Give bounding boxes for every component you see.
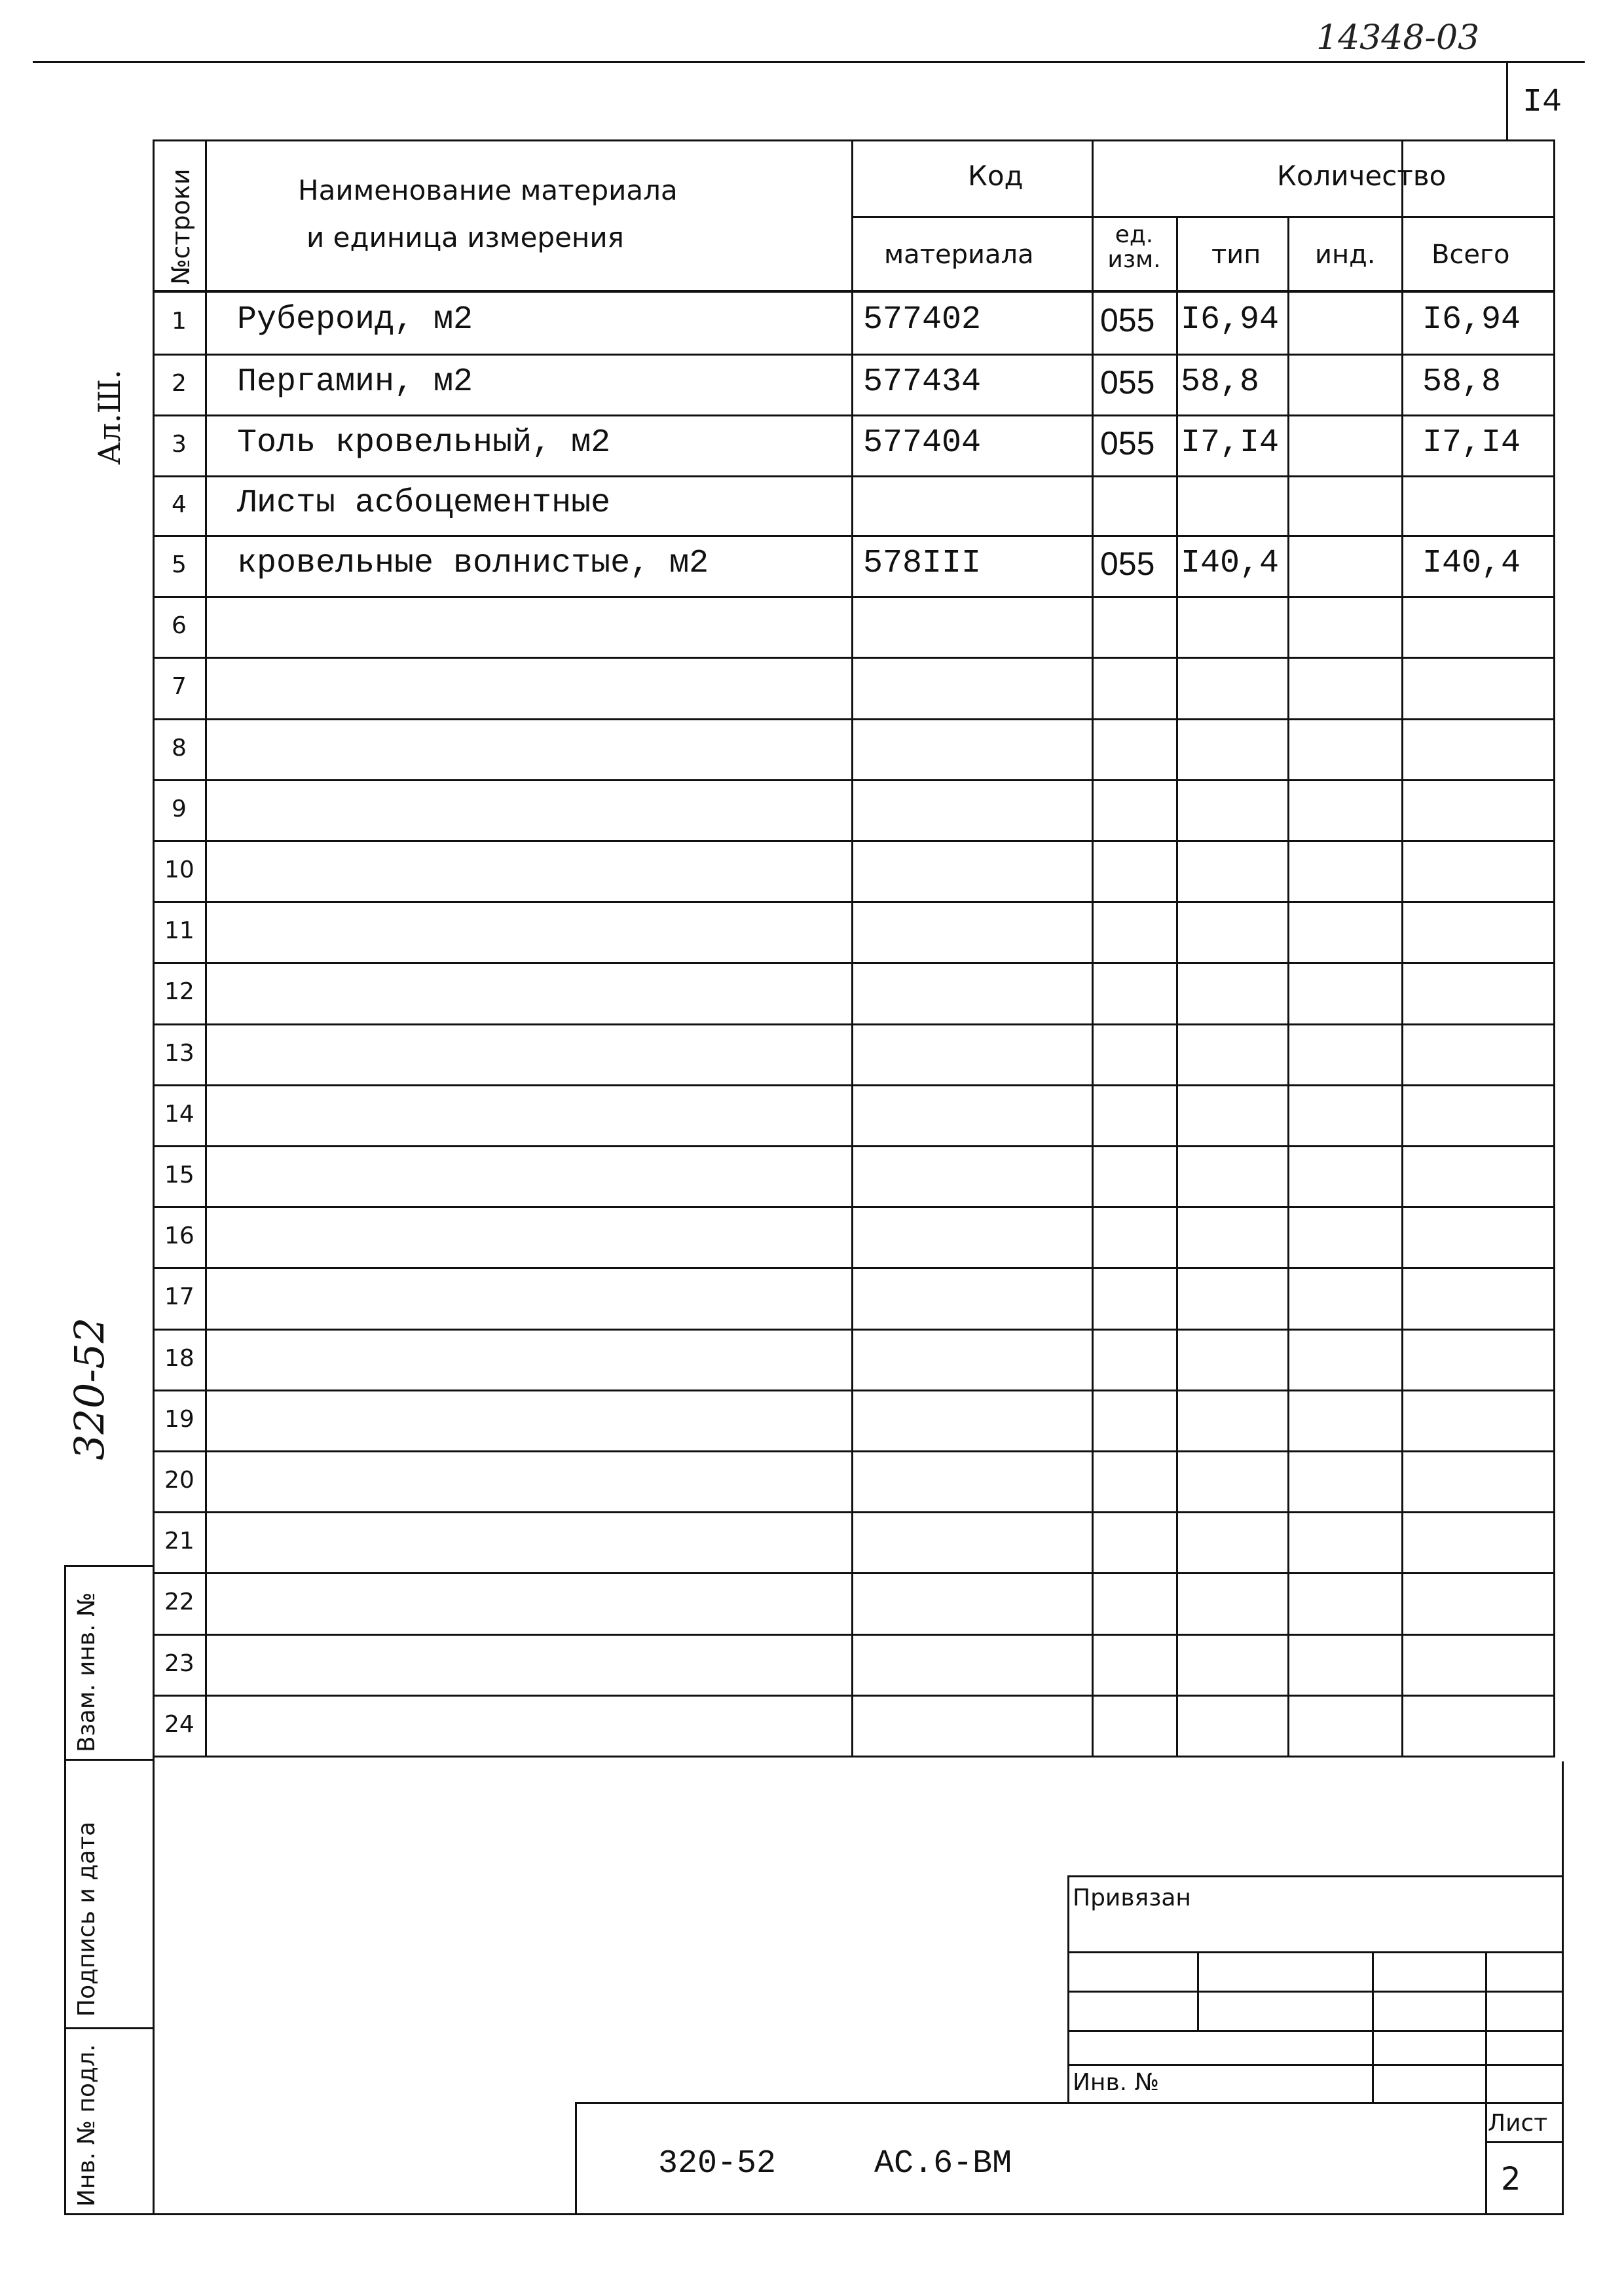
tb-designation-left <box>575 2102 577 2215</box>
row-rule-12 <box>153 1023 1555 1025</box>
row-rule-18 <box>153 1389 1555 1391</box>
row-rule-1 <box>153 354 1555 356</box>
stamp-replaced-inv: Взам. инв. № <box>73 1592 100 1752</box>
row-unit: 055 <box>1100 424 1155 462</box>
row-type: 58,8 <box>1181 363 1260 401</box>
tb-col-1 <box>1197 1951 1199 2030</box>
row-rule-14 <box>153 1145 1555 1147</box>
header-row-number: №строки <box>166 168 195 285</box>
row-number: 4 <box>172 490 187 518</box>
header-qty-type: тип <box>1211 240 1261 270</box>
row-type: I40,4 <box>1181 544 1280 582</box>
page-number: I4 <box>1522 84 1562 121</box>
header-qty-group: Количество <box>1277 160 1447 192</box>
row-number: 21 <box>164 1527 194 1555</box>
tb-row-3 <box>1067 2030 1564 2032</box>
row-rule-0 <box>153 290 1555 293</box>
row-number: 15 <box>164 1161 194 1188</box>
stamp-sign-date: Подпись и дата <box>73 1821 100 2017</box>
header-qty-total: Всего <box>1431 240 1510 270</box>
tb-designation: 320-52 АС.6-ВМ <box>658 2145 1012 2182</box>
archive-number: 14348-03 <box>1316 18 1480 58</box>
row-unit: 055 <box>1100 301 1155 339</box>
row-rule-11 <box>153 962 1555 964</box>
row-number: 9 <box>172 795 187 822</box>
row-number: 1 <box>172 307 187 335</box>
row-total: I40,4 <box>1422 544 1521 582</box>
row-number: 24 <box>164 1710 194 1738</box>
tb-col-3 <box>1485 1951 1487 2103</box>
row-number: 8 <box>172 734 187 762</box>
row-number: 17 <box>164 1283 194 1310</box>
row-unit: 055 <box>1100 545 1155 582</box>
row-total: I6,94 <box>1422 301 1521 339</box>
tb-row-2 <box>1067 1991 1564 1993</box>
tb-row-4 <box>1067 2064 1564 2066</box>
row-name: Пергамин, м2 <box>237 363 473 401</box>
row-rule-23 <box>153 1695 1555 1697</box>
row-rule-22 <box>153 1634 1555 1636</box>
tb-sheet-number: 2 <box>1501 2161 1521 2198</box>
tb-sheet-mid <box>1485 2141 1564 2143</box>
row-rule-9 <box>153 840 1555 842</box>
row-code: 577404 <box>863 424 982 462</box>
tb-designation-top <box>575 2102 1564 2104</box>
tb-sheet-left <box>1485 2102 1487 2215</box>
header-code-unit: ед. изм. <box>1107 221 1161 273</box>
row-rule-20 <box>153 1511 1555 1513</box>
row-rule-5 <box>153 596 1555 598</box>
row-rule-10 <box>153 901 1555 903</box>
header-sub-rule-code <box>851 216 1176 218</box>
row-type: I7,I4 <box>1181 424 1280 462</box>
top-rule <box>33 61 1585 63</box>
stamp-div-2 <box>64 2027 155 2029</box>
row-number: 20 <box>164 1466 194 1494</box>
row-rule-3 <box>153 475 1555 477</box>
stamp-inner-left <box>153 1565 155 2215</box>
page-box-left <box>1506 61 1508 141</box>
row-number: 19 <box>164 1405 194 1433</box>
row-number: 16 <box>164 1222 194 1249</box>
header-name-line2: и единица измерения <box>306 221 624 253</box>
stamp-outer-left <box>64 1565 66 2215</box>
row-number: 22 <box>164 1589 194 1615</box>
side-code: 320-52 <box>65 1317 113 1460</box>
tb-col-2 <box>1372 1951 1374 2103</box>
row-rule-6 <box>153 657 1555 659</box>
header-code-group: Код <box>968 160 1024 192</box>
frame-right-lower <box>1562 1761 1564 2215</box>
row-rule-13 <box>153 1084 1555 1086</box>
row-number: 18 <box>164 1344 194 1372</box>
row-number: 13 <box>164 1039 194 1067</box>
row-rule-19 <box>153 1450 1555 1452</box>
row-rule-21 <box>153 1572 1555 1574</box>
row-number: 14 <box>164 1100 194 1128</box>
row-number: 5 <box>172 551 187 578</box>
header-code-material: материала <box>884 240 1034 270</box>
side-label: Ал.Ш. <box>92 369 127 465</box>
row-total: I7,I4 <box>1422 424 1521 462</box>
row-number: 10 <box>164 856 194 883</box>
row-code: 577402 <box>863 301 982 339</box>
header-sub-rule-qty <box>1176 216 1555 218</box>
row-number: 11 <box>164 917 194 944</box>
row-rule-8 <box>153 779 1555 781</box>
row-rule-4 <box>153 535 1555 537</box>
row-number: 23 <box>164 1649 194 1677</box>
tb-attached-label: Привязан <box>1073 1885 1191 1911</box>
row-number: 2 <box>172 369 187 397</box>
table-bottom-rule <box>153 1756 1555 1758</box>
row-name: Листы асбоцементные <box>237 484 611 522</box>
row-type: I6,94 <box>1181 301 1280 339</box>
row-number: 6 <box>172 612 187 639</box>
row-total: 58,8 <box>1422 363 1502 401</box>
row-rule-2 <box>153 414 1555 416</box>
row-name: Рубероид, м2 <box>237 301 473 339</box>
stamp-top <box>64 1565 155 1567</box>
tb-left-upper <box>1067 1875 1069 2103</box>
row-rule-7 <box>153 718 1555 720</box>
row-code: 577434 <box>863 363 982 401</box>
stamp-div-1 <box>64 1759 155 1761</box>
table-top-rule <box>153 139 1555 141</box>
tb-sheet-label: Лист <box>1488 2110 1548 2137</box>
row-code: 578III <box>863 544 982 582</box>
row-rule-17 <box>153 1329 1555 1331</box>
tb-row-1 <box>1067 1951 1564 1953</box>
table-col-rule-4 <box>1176 216 1178 1756</box>
tb-top <box>1067 1875 1564 1877</box>
row-number: 7 <box>172 673 187 700</box>
frame-bottom <box>64 2213 1564 2215</box>
table-col-rule-5 <box>1287 216 1289 1756</box>
row-rule-16 <box>153 1267 1555 1269</box>
tb-inv-label: Инв. № <box>1073 2069 1160 2096</box>
stamp-inv-original: Инв. № подл. <box>73 2044 100 2207</box>
row-unit: 055 <box>1100 363 1155 401</box>
header-qty-ind: инд. <box>1315 240 1376 270</box>
row-name: Толь кровельный, м2 <box>237 424 611 462</box>
row-number: 3 <box>172 430 187 458</box>
row-number: 12 <box>164 978 194 1005</box>
row-rule-15 <box>153 1206 1555 1208</box>
row-name: кровельные волнистые, м2 <box>237 544 709 582</box>
header-name-line1: Наименование материала <box>298 174 678 206</box>
